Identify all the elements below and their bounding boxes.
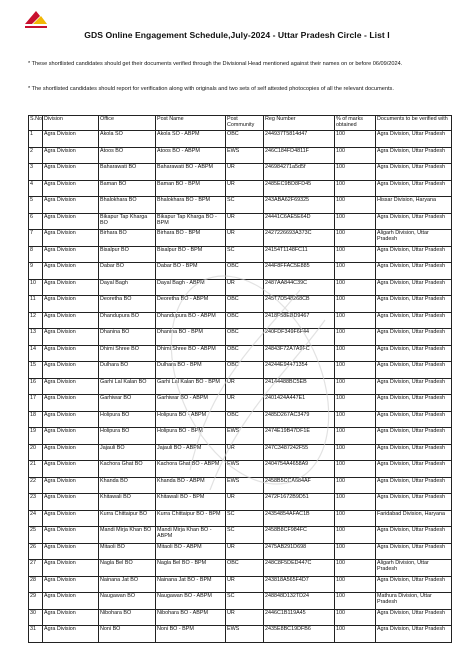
cell-marks: 100	[335, 428, 376, 445]
cell-post-community: OBC	[226, 296, 264, 313]
cell-division: Agra Division	[43, 510, 99, 527]
cell-marks: 100	[335, 510, 376, 527]
cell-documents-verified-with: Agra Division, Uttar Pradesh	[376, 279, 452, 296]
cell-reg-number: 24843F72A7A9FC	[264, 345, 335, 362]
cell-reg-number: 2427226693A373C	[264, 230, 335, 247]
page-title: GDS Online Engagement Schedule,July-2024 - Uttar Pradesh Circle - List I	[84, 30, 390, 40]
table-row	[29, 197, 452, 214]
cell-reg-number: 2446C1B119A45	[264, 609, 335, 626]
cell-reg-number: 243ABA62F69325	[264, 197, 335, 214]
cell-division: Agra Division	[43, 626, 99, 643]
cell-marks: 100	[335, 230, 376, 247]
cell-documents-verified-with: Agra Division, Uttar Pradesh	[376, 461, 452, 478]
cell-documents-verified-with: Agra Division, Uttar Pradesh	[376, 527, 452, 544]
cell-marks: 100	[335, 593, 376, 610]
cell-sno: 27	[29, 560, 43, 577]
cell-division: Agra Division	[43, 411, 99, 428]
cell-office: Noni BO	[99, 626, 156, 643]
cell-sno: 13	[29, 329, 43, 346]
cell-reg-number: 248C8F5DED447C	[264, 560, 335, 577]
header-post-name: Post Name	[156, 116, 226, 131]
cell-documents-verified-with: Agra Division, Uttar Pradesh	[376, 444, 452, 461]
cell-documents-verified-with: Agra Division, Uttar Pradesh	[376, 180, 452, 197]
cell-post-community: OBC	[226, 362, 264, 379]
cell-reg-number: 2418F58EBD9467	[264, 312, 335, 329]
table-row	[29, 395, 452, 412]
cell-sno: 12	[29, 312, 43, 329]
cell-sno: 23	[29, 494, 43, 511]
cell-post-community: UR	[226, 543, 264, 560]
cell-documents-verified-with: Agra Division, Uttar Pradesh	[376, 312, 452, 329]
cell-reg-number: 245T7D548268CB	[264, 296, 335, 313]
cell-post-name: Naugawan BO - ABPM	[156, 593, 226, 610]
cell-post-community: UR	[226, 444, 264, 461]
cell-reg-number: 24354854AFAC1B	[264, 510, 335, 527]
cell-division: Agra Division	[43, 180, 99, 197]
cell-documents-verified-with: Agra Division, Uttar Pradesh	[376, 395, 452, 412]
cell-reg-number: 2485D267AC3479	[264, 411, 335, 428]
cell-office: Holipura BO	[99, 428, 156, 445]
cell-post-community: SC	[226, 527, 264, 544]
cell-reg-number: 24244E94471354	[264, 362, 335, 379]
cell-reg-number: 247C3487242F55	[264, 444, 335, 461]
cell-post-name: Dabar BO - BPM	[156, 263, 226, 280]
cell-sno: 19	[29, 428, 43, 445]
cell-marks: 100	[335, 576, 376, 593]
cell-post-community: UR	[226, 230, 264, 247]
table-row	[29, 576, 452, 593]
cell-post-name: Mitaoli BO - ABPM	[156, 543, 226, 560]
cell-sno: 22	[29, 477, 43, 494]
cell-documents-verified-with: Agra Division, Uttar Pradesh	[376, 213, 452, 230]
cell-post-name: Khitawali BO - BPM	[156, 494, 226, 511]
cell-office: Nibohara BO	[99, 609, 156, 626]
cell-documents-verified-with: Agra Division, Uttar Pradesh	[376, 329, 452, 346]
cell-post-name: Khanda BO - ABPM	[156, 477, 226, 494]
cell-division: Agra Division	[43, 147, 99, 164]
cell-division: Agra Division	[43, 576, 99, 593]
cell-marks: 100	[335, 444, 376, 461]
table-row	[29, 378, 452, 395]
cell-documents-verified-with: Agra Division, Uttar Pradesh	[376, 362, 452, 379]
cell-sno: 6	[29, 213, 43, 230]
cell-post-name: Holipura BO - BPM	[156, 428, 226, 445]
cell-marks: 100	[335, 246, 376, 263]
cell-post-community: OBC	[226, 329, 264, 346]
cell-division: Agra Division	[43, 164, 99, 181]
cell-post-community: SC	[226, 197, 264, 214]
cell-marks: 100	[335, 477, 376, 494]
cell-reg-number: 2475AB291D698	[264, 543, 335, 560]
cell-post-community: OBC	[226, 411, 264, 428]
cell-documents-verified-with: Agra Division, Uttar Pradesh	[376, 378, 452, 395]
cell-sno: 4	[29, 180, 43, 197]
cell-office: Mandi Mirja Khan BO	[99, 527, 156, 544]
cell-reg-number: 2472F1672B9D51	[264, 494, 335, 511]
cell-post-name: Dulhara BO - BPM	[156, 362, 226, 379]
cell-division: Agra Division	[43, 593, 99, 610]
cell-sno: 7	[29, 230, 43, 247]
cell-division: Agra Division	[43, 609, 99, 626]
cell-reg-number: 2487AA844C39C	[264, 279, 335, 296]
cell-division: Agra Division	[43, 560, 99, 577]
table-row	[29, 362, 452, 379]
cell-post-name: Atoos BO - ABPM	[156, 147, 226, 164]
table-row	[29, 560, 452, 577]
cell-documents-verified-with: Aligarh Division, Uttar Pradesh	[376, 230, 452, 247]
header-documents-verified-with: Documents to be verified with	[376, 116, 452, 131]
cell-sno: 2	[29, 147, 43, 164]
cell-division: Agra Division	[43, 494, 99, 511]
cell-documents-verified-with: Mathura Division, Uttar Pradesh	[376, 593, 452, 610]
cell-post-community: EWS	[226, 461, 264, 478]
cell-marks: 100	[335, 147, 376, 164]
header-sno: S.No	[29, 116, 43, 131]
cell-marks: 100	[335, 527, 376, 544]
india-post-logo-icon	[22, 8, 50, 30]
cell-post-name: Akola SO - ABPM	[156, 131, 226, 148]
cell-office: Holipura BO	[99, 411, 156, 428]
cell-division: Agra Division	[43, 345, 99, 362]
cell-marks: 100	[335, 395, 376, 412]
cell-sno: 21	[29, 461, 43, 478]
cell-reg-number: 2485EC9BD8FD45	[264, 180, 335, 197]
cell-division: Agra Division	[43, 329, 99, 346]
cell-documents-verified-with: Agra Division, Uttar Pradesh	[376, 626, 452, 643]
cell-office: Garhiwar BO	[99, 395, 156, 412]
instruction-note: * The shortlisted candidates should report for verification along with originals and two sets of self attested photocopies of all the relevant documents.	[28, 86, 394, 92]
cell-post-community: UR	[226, 576, 264, 593]
cell-post-community: OBC	[226, 263, 264, 280]
cell-office: Atoos BO	[99, 147, 156, 164]
table-row	[29, 626, 452, 643]
cell-post-community: UR	[226, 164, 264, 181]
header-office: Office	[99, 116, 156, 131]
table-row	[29, 296, 452, 313]
cell-sno: 1	[29, 131, 43, 148]
cell-marks: 100	[335, 296, 376, 313]
table-row	[29, 164, 452, 181]
cell-post-name: Bhalokhara BO - BPM	[156, 197, 226, 214]
cell-post-name: Bisalpur BO - BPM	[156, 246, 226, 263]
cell-marks: 100	[335, 329, 376, 346]
cell-post-name: Holipura BO - ABPM	[156, 411, 226, 428]
cell-marks: 100	[335, 213, 376, 230]
cell-office: Naugawan BO	[99, 593, 156, 610]
table-row	[29, 345, 452, 362]
table-row	[29, 461, 452, 478]
cell-division: Agra Division	[43, 230, 99, 247]
cell-marks: 100	[335, 164, 376, 181]
cell-marks: 100	[335, 263, 376, 280]
cell-sno: 26	[29, 543, 43, 560]
cell-sno: 18	[29, 411, 43, 428]
cell-marks: 100	[335, 362, 376, 379]
cell-office: Dabar BO	[99, 263, 156, 280]
cell-division: Agra Division	[43, 543, 99, 560]
cell-office: Nagla Bel BO	[99, 560, 156, 577]
cell-post-community: UR	[226, 279, 264, 296]
cell-reg-number: 2474E19B47DF1E	[264, 428, 335, 445]
cell-sno: 20	[29, 444, 43, 461]
cell-post-name: Birhara BO - BPM	[156, 230, 226, 247]
instruction-note: * These shortlisted candidates should get their documents verified through the Divisional Head mentioned against their names on or before 06/09/2024.	[28, 61, 403, 67]
cell-documents-verified-with: Aligarh Division, Uttar Pradesh	[376, 560, 452, 577]
cell-reg-number: 24441C6AE5E64D	[264, 213, 335, 230]
cell-reg-number: 2401424A447E1	[264, 395, 335, 412]
cell-office: Kachora Ghat BO	[99, 461, 156, 478]
cell-division: Agra Division	[43, 263, 99, 280]
cell-post-community: UR	[226, 609, 264, 626]
cell-post-community: SC	[226, 593, 264, 610]
cell-documents-verified-with: Agra Division, Uttar Pradesh	[376, 543, 452, 560]
cell-documents-verified-with: Agra Division, Uttar Pradesh	[376, 411, 452, 428]
cell-office: Dhimi Shree BO	[99, 345, 156, 362]
cell-reg-number: 24144488BC5EB	[264, 378, 335, 395]
cell-division: Agra Division	[43, 279, 99, 296]
cell-post-name: Dhanina BO - BPM	[156, 329, 226, 346]
cell-marks: 100	[335, 279, 376, 296]
cell-post-name: Dayal Bagh - ABPM	[156, 279, 226, 296]
cell-documents-verified-with: Agra Division, Uttar Pradesh	[376, 147, 452, 164]
cell-sno: 15	[29, 362, 43, 379]
cell-post-community: UR	[226, 180, 264, 197]
cell-post-name: Baman BO - BPM	[156, 180, 226, 197]
cell-documents-verified-with: Agra Division, Uttar Pradesh	[376, 609, 452, 626]
cell-office: Baman BO	[99, 180, 156, 197]
cell-division: Agra Division	[43, 428, 99, 445]
cell-marks: 100	[335, 312, 376, 329]
cell-documents-verified-with: Agra Division, Uttar Pradesh	[376, 246, 452, 263]
cell-post-community: OBC	[226, 345, 264, 362]
cell-marks: 100	[335, 345, 376, 362]
cell-post-community: SC	[226, 246, 264, 263]
table-row	[29, 246, 452, 263]
cell-division: Agra Division	[43, 312, 99, 329]
cell-office: Khitawali BO	[99, 494, 156, 511]
cell-documents-verified-with: Agra Division, Uttar Pradesh	[376, 263, 452, 280]
cell-post-community: EWS	[226, 626, 264, 643]
cell-documents-verified-with: Agra Division, Uttar Pradesh	[376, 428, 452, 445]
cell-sno: 16	[29, 378, 43, 395]
cell-sno: 25	[29, 527, 43, 544]
cell-reg-number: 240FDF349F6F44	[264, 329, 335, 346]
cell-division: Agra Division	[43, 362, 99, 379]
cell-sno: 17	[29, 395, 43, 412]
cell-post-community: OBC	[226, 560, 264, 577]
cell-post-name: Bikapur Tap Kharga BO - BPM	[156, 213, 226, 230]
cell-sno: 8	[29, 246, 43, 263]
table-row	[29, 329, 452, 346]
table-row	[29, 593, 452, 610]
table-row	[29, 477, 452, 494]
cell-sno: 24	[29, 510, 43, 527]
cell-post-name: Dhimi Shree BO - ABPM	[156, 345, 226, 362]
cell-post-community: UR	[226, 494, 264, 511]
header-post-community: Post Community	[226, 116, 264, 131]
cell-documents-verified-with: Agra Division, Uttar Pradesh	[376, 576, 452, 593]
table-row	[29, 494, 452, 511]
cell-sno: 3	[29, 164, 43, 181]
cell-documents-verified-with: Agra Division, Uttar Pradesh	[376, 164, 452, 181]
cell-reg-number: 24154T1148FC11	[264, 246, 335, 263]
cell-post-name: Baharawati BO - ABPM	[156, 164, 226, 181]
cell-post-name: Deoretha BO - ABPM	[156, 296, 226, 313]
cell-marks: 100	[335, 461, 376, 478]
cell-post-name: Nibohara BO - ABPM	[156, 609, 226, 626]
table-row	[29, 411, 452, 428]
cell-post-name: Garhi Lal Kalan BO - BPM	[156, 378, 226, 395]
cell-documents-verified-with: Agra Division, Uttar Pradesh	[376, 131, 452, 148]
cell-office: Nainana Jat BO	[99, 576, 156, 593]
cell-marks: 100	[335, 626, 376, 643]
cell-marks: 100	[335, 494, 376, 511]
cell-post-name: Garhiwar BO - ABPM	[156, 395, 226, 412]
table-row	[29, 230, 452, 247]
cell-post-name: Jajauli BO - ABPM	[156, 444, 226, 461]
cell-office: Garhi Lal Kalan BO	[99, 378, 156, 395]
cell-marks: 100	[335, 609, 376, 626]
cell-office: Akola SO	[99, 131, 156, 148]
cell-post-name: Mandi Mirja Khan BO - ABPM	[156, 527, 226, 544]
table-row	[29, 444, 452, 461]
header-reg-number: Reg Number	[264, 116, 335, 131]
cell-division: Agra Division	[43, 444, 99, 461]
cell-division: Agra Division	[43, 296, 99, 313]
cell-marks: 100	[335, 560, 376, 577]
cell-marks: 100	[335, 131, 376, 148]
cell-office: Bhalokhara BO	[99, 197, 156, 214]
cell-sno: 5	[29, 197, 43, 214]
cell-office: Dhanina BO	[99, 329, 156, 346]
cell-marks: 100	[335, 378, 376, 395]
cell-post-name: Noni BO - BPM	[156, 626, 226, 643]
cell-sno: 14	[29, 345, 43, 362]
cell-marks: 100	[335, 543, 376, 560]
cell-marks: 100	[335, 197, 376, 214]
cell-division: Agra Division	[43, 197, 99, 214]
cell-reg-number: 248848D132TD24	[264, 593, 335, 610]
table-row	[29, 428, 452, 445]
cell-division: Agra Division	[43, 378, 99, 395]
cell-sno: 29	[29, 593, 43, 610]
cell-post-community: EWS	[226, 477, 264, 494]
table-row	[29, 527, 452, 544]
cell-sno: 30	[29, 609, 43, 626]
cell-sno: 11	[29, 296, 43, 313]
cell-documents-verified-with: Agra Division, Uttar Pradesh	[376, 477, 452, 494]
table-row	[29, 147, 452, 164]
cell-reg-number: 2404754A4658A9	[264, 461, 335, 478]
cell-office: Bisalpur BO	[99, 246, 156, 263]
cell-division: Agra Division	[43, 461, 99, 478]
cell-post-community: UR	[226, 378, 264, 395]
cell-division: Agra Division	[43, 395, 99, 412]
table-row	[29, 279, 452, 296]
cell-office: Khanda BO	[99, 477, 156, 494]
cell-office: Jajauli BO	[99, 444, 156, 461]
table-row	[29, 543, 452, 560]
cell-sno: 9	[29, 263, 43, 280]
cell-marks: 100	[335, 411, 376, 428]
cell-documents-verified-with: Agra Division, Uttar Pradesh	[376, 296, 452, 313]
cell-documents-verified-with: Hissar Division, Haryana	[376, 197, 452, 214]
cell-office: Dulhara BO	[99, 362, 156, 379]
cell-division: Agra Division	[43, 213, 99, 230]
table-row	[29, 609, 452, 626]
cell-post-community: UR	[226, 395, 264, 412]
cell-reg-number: 244937T5814d47	[264, 131, 335, 148]
cell-office: Dayal Bagh	[99, 279, 156, 296]
cell-post-community: OBC	[226, 312, 264, 329]
cell-post-name: Nagla Bel BO - BPM	[156, 560, 226, 577]
cell-reg-number: 2435E8BC19DFB6	[264, 626, 335, 643]
cell-office: Birhara BO	[99, 230, 156, 247]
cell-documents-verified-with: Faridabad Division, Haryana	[376, 510, 452, 527]
cell-office: Baharawati BO	[99, 164, 156, 181]
cell-sno: 31	[29, 626, 43, 643]
cell-division: Agra Division	[43, 477, 99, 494]
table-row	[29, 510, 452, 527]
cell-division: Agra Division	[43, 527, 99, 544]
cell-reg-number: 2458B5CCA684AF	[264, 477, 335, 494]
cell-sno: 10	[29, 279, 43, 296]
cell-post-name: Kachora Ghat BO - ABPM	[156, 461, 226, 478]
cell-reg-number: 2458B8CF984FC	[264, 527, 335, 544]
cell-reg-number: 244F8FFAC5E885	[264, 263, 335, 280]
cell-office: Mitaoli BO	[99, 543, 156, 560]
cell-post-name: Dhandupura BO - ABPM	[156, 312, 226, 329]
cell-division: Agra Division	[43, 246, 99, 263]
cell-division: Agra Division	[43, 131, 99, 148]
cell-post-community: SC	[226, 510, 264, 527]
cell-marks: 100	[335, 180, 376, 197]
cell-office: Bikapur Tap Kharga BO	[99, 213, 156, 230]
table-row	[29, 263, 452, 280]
cell-reg-number: 246C184FD4811F	[264, 147, 335, 164]
cell-office: Dhandupura BO	[99, 312, 156, 329]
table-row	[29, 131, 452, 148]
table-row	[29, 180, 452, 197]
cell-documents-verified-with: Agra Division, Uttar Pradesh	[376, 345, 452, 362]
cell-office: Deoretha BO	[99, 296, 156, 313]
cell-reg-number: 243818A565F4D7	[264, 576, 335, 593]
candidate-table	[28, 115, 452, 643]
cell-post-name: Nainana Jat BO - BPM	[156, 576, 226, 593]
cell-post-community: UR	[226, 213, 264, 230]
cell-post-community: EWS	[226, 147, 264, 164]
cell-documents-verified-with: Agra Division, Uttar Pradesh	[376, 494, 452, 511]
table-row	[29, 213, 452, 230]
cell-office: Kurra Chittaipur BO	[99, 510, 156, 527]
cell-reg-number: 246984271a5d5f	[264, 164, 335, 181]
cell-post-name: Kurra Chittaipur BO - BPM	[156, 510, 226, 527]
table-row	[29, 312, 452, 329]
header-division: Division	[43, 116, 99, 131]
cell-post-community: EWS	[226, 428, 264, 445]
table-header-row	[29, 116, 452, 131]
header-marks: % of marks obtained	[335, 116, 376, 131]
cell-sno: 28	[29, 576, 43, 593]
cell-post-community: OBC	[226, 131, 264, 148]
